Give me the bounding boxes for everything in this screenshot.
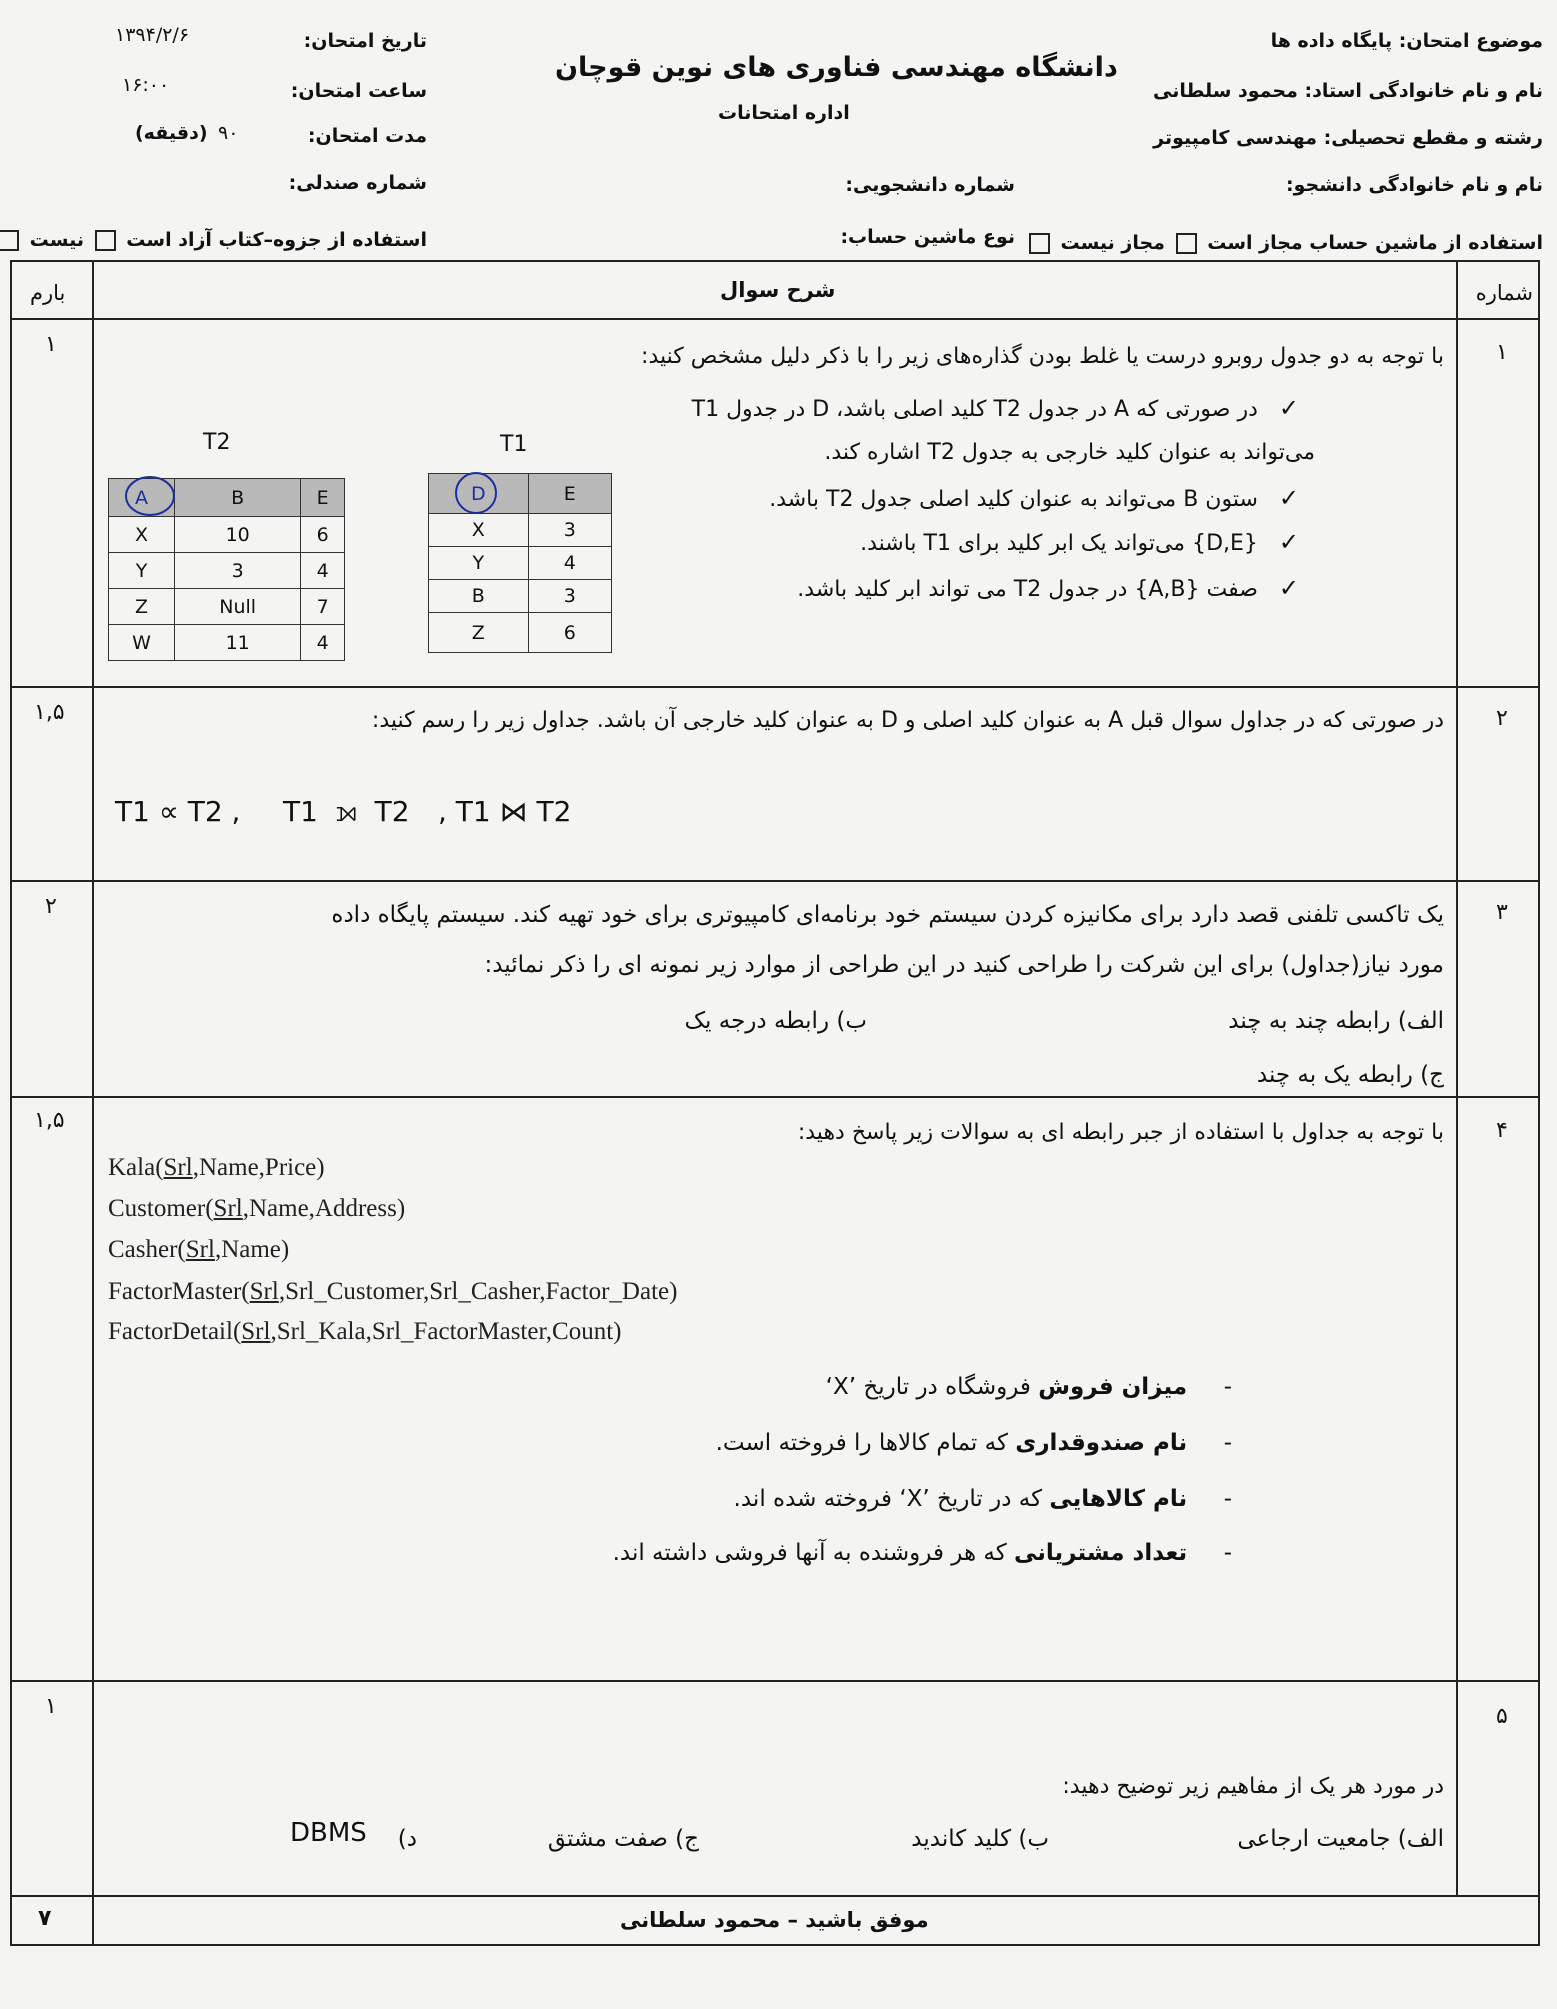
schema-casher [108,1236,289,1264]
t2-cell: Z [109,589,175,625]
total-score: ۷ [38,1906,52,1931]
q4-score: ۱,۵ [34,1108,65,1133]
q3-line-1: یک تاکسی تلفنی قصد دارد برای مکانیزه کردن سیستم خود برنامه‌ای کامپیوتری برای خود تهیه کند. سیستم پایگاه داده [331,902,1444,928]
schema-name: FactorDetail( [108,1318,242,1345]
bullet-dash: - [1223,1374,1232,1400]
q1-statement-1b: می‌تواند به عنوان کلید خارجی به جدول T2 اشاره کند. [824,440,1315,465]
q4-item-1 [826,1374,1232,1400]
q5-number: ۵ [1496,1704,1508,1729]
university-name: دانشگاه مهندسی فناوری های نوین قوچان [555,52,1118,83]
q2-expression-2: T1 ⟕ T2 [283,795,410,828]
t2-cell: Y [109,553,175,589]
t1-cell: 4 [528,547,611,580]
q4-number: ۴ [1496,1118,1508,1143]
q5-option-d-label: د) [397,1826,417,1852]
schema-attributes: ,Name,Price) [192,1154,325,1181]
q1-check-2: ✓ [1278,484,1299,512]
q4-item-3-rest: که در تاریخ ’X‘ فروخته شده اند. [733,1486,1050,1512]
schema-attributes: ,Srl_Customer,Srl_Casher,Factor_Date) [278,1278,678,1305]
schema-attributes: ,Name,Address) [242,1195,406,1222]
t1-cell: 3 [528,514,611,547]
t1-cell: B [429,580,529,613]
q2-number: ۲ [1496,706,1508,731]
column-description-header: شرح سوال [720,278,836,302]
exam-time-value: ۱۶:۰۰ [122,74,170,96]
q3-option-c: ج) رابطه یک به چند [1256,1062,1444,1088]
q5-option-d-term: DBMS [290,1818,367,1848]
t2-cell: W [109,625,175,661]
schema-name: Customer( [108,1195,214,1222]
q5-option-b: ب) کلید کاندید [911,1826,1049,1852]
student-number-label: شماره دانشجویی: [845,174,1015,196]
t2-cell: 4 [301,553,345,589]
t2-cell: 7 [301,589,345,625]
q3-option-b: ب) رابطه درجه یک [684,1008,867,1034]
t2-cell: X [109,517,175,553]
q4-item-4-bold: تعداد مشتریانی [1014,1540,1188,1566]
t2-title: T2 [203,430,231,455]
q2-expression-1: T1 ∝ T2 , [115,795,241,828]
bullet-dash: - [1223,1540,1232,1566]
q1-statement-3-text: {D,E} می‌تواند یک ابر کلید برای T1 باشند. [860,531,1258,556]
exam-duration-value: ۹۰ [218,122,239,144]
q4-item-4-rest: که هر فروشنده به آنها فروشی داشته اند. [612,1540,1014,1566]
q1-score: ۱ [45,332,57,357]
book-allowed-label: استفاده از جزوه–کتاب آزاد است [126,229,427,251]
q1-statement-4-text: صفت {A,B} در جدول T2 می تواند ابر کلید باشد. [797,577,1258,602]
t1-cell: Y [429,547,529,580]
t2-cell: Null [175,589,301,625]
footer-message: موفق باشید – محمود سلطانی [620,1908,929,1932]
q1-statement-1a-text: در صورتی که A در جدول T2 کلید اصلی باشد، D در جدول T1 [691,397,1258,422]
q4-item-1-rest: فروشگاه در تاریخ ’X‘ [825,1374,1039,1400]
exam-subject: موضوع امتحان: پایگاه داده ها [1270,30,1543,52]
q5-score: ۱ [45,1694,57,1719]
q2-score: ۱,۵ [34,700,65,725]
q4-item-1-bold: میزان فروش [1038,1374,1188,1400]
schema-customer [108,1195,405,1223]
q1-number: ۱ [1496,340,1508,365]
t2-cell: 4 [301,625,345,661]
q4-item-2-rest: که تمام کالاها را فروخته است. [715,1430,1016,1456]
calculator-allowed-label: استفاده از ماشین حساب مجاز است [1207,232,1543,254]
schema-factor-master [108,1278,677,1306]
t2-header-b: B [175,479,301,517]
field-of-study: رشته و مقطع تحصیلی: مهندسی کامپیوتر [1153,127,1543,149]
teacher-name: نام و نام خانوادگی استاد: محمود سلطانی [1152,80,1543,102]
book-not-allowed-label: نیست [29,229,85,251]
q5-intro: در مورد هر یک از مفاهیم زیر توضیح دهید: [1062,1774,1444,1799]
q2-text: در صورتی که در جداول سوال قبل A به عنوان کلید اصلی و D به عنوان کلید خارجی آن باشد. جداول زیر را رسم کنید: [371,708,1444,733]
schema-key: Srl [249,1278,279,1305]
q1-statement-2-text: ستون B می‌تواند به عنوان کلید اصلی جدول T2 باشد. [769,487,1258,512]
calculator-type-label: نوع ماشین حساب: [840,226,1015,248]
bullet-dash: - [1223,1430,1232,1456]
exam-date-value: ۱۳۹۴/۲/۶ [115,24,190,46]
t2-cell: 6 [301,517,345,553]
exam-duration-unit: (دقیقه) [135,122,208,144]
bullet-dash: - [1223,1486,1232,1512]
column-number-header: شماره [1475,281,1533,305]
t1-cell: 6 [528,613,611,653]
exam-duration-label: مدت امتحان: [307,125,427,147]
seat-number-label: شماره صندلی: [288,172,427,194]
calculator-not-allowed-label: مجاز نیست [1060,232,1165,254]
q1-check-4: ✓ [1278,574,1299,602]
t2-cell: 11 [175,625,301,661]
circle-mark-d [456,473,496,513]
t2-header-a: A [109,479,175,517]
t2-cell: 10 [175,517,301,553]
q5-option-a: الف) جامعیت ارجاعی [1237,1826,1444,1852]
q3-option-a: الف) رابطه چند به چند [1228,1008,1444,1034]
q4-item-3 [734,1486,1232,1512]
q1-check-3: ✓ [1278,528,1299,556]
schema-kala [108,1154,325,1182]
schema-key: Srl [185,1236,215,1263]
t1-cell: X [429,514,529,547]
schema-name: Kala( [108,1154,164,1181]
t1-title: T1 [500,432,528,457]
q3-score: ۲ [45,894,57,919]
t1-cell: Z [429,613,529,653]
schema-name: FactorMaster( [108,1278,250,1305]
q2-expression-3: , T1 ⋈ T2 [438,795,572,828]
schema-key: Srl [241,1318,271,1345]
q4-item-2-bold: نام صندوقداری [1015,1430,1188,1456]
q5-option-c: ج) صفت مشتق [547,1826,699,1852]
schema-key: Srl [213,1195,243,1222]
exam-office: اداره امتحانات [718,102,850,124]
t1-cell: 3 [528,580,611,613]
q4-item-2 [716,1430,1232,1456]
t2-header-e: E [301,479,345,517]
column-score-header: بارم [30,281,66,305]
exam-date-label: تاریخ امتحان: [303,30,427,52]
q4-item-3-bold: نام کالاهایی [1049,1486,1188,1512]
q4-intro: با توجه به جداول با استفاده از جبر رابطه ای به سوالات زیر پاسخ دهید: [797,1120,1444,1145]
q1-intro: با توجه به دو جدول روبرو درست یا غلط بودن گذاره‌های زیر را با ذکر دلیل مشخص کنید: [641,344,1444,369]
t1-header-e: E [528,474,611,514]
schema-key: Srl [163,1154,193,1181]
schema-factor-detail [108,1318,622,1346]
circle-mark-a [126,477,174,515]
t2-cell: 3 [175,553,301,589]
schema-name: Casher( [108,1236,186,1263]
t1-header-d: D [429,474,529,514]
q3-number: ۳ [1496,900,1508,925]
exam-time-label: ساعت امتحان: [290,80,427,102]
q1-check-1: ✓ [1278,394,1299,422]
q3-line-2: مورد نیاز(جداول) برای این شرکت را طراحی کنید در این طراحی از موارد زیر نمونه ای را ذکر نمائید: [484,952,1444,978]
schema-attributes: ,Name) [214,1236,290,1263]
q4-item-4 [613,1540,1232,1566]
schema-attributes: ,Srl_Kala,Srl_FactorMaster,Count) [270,1318,622,1345]
student-name-label: نام و نام خانوادگی دانشجو: [1285,174,1543,196]
